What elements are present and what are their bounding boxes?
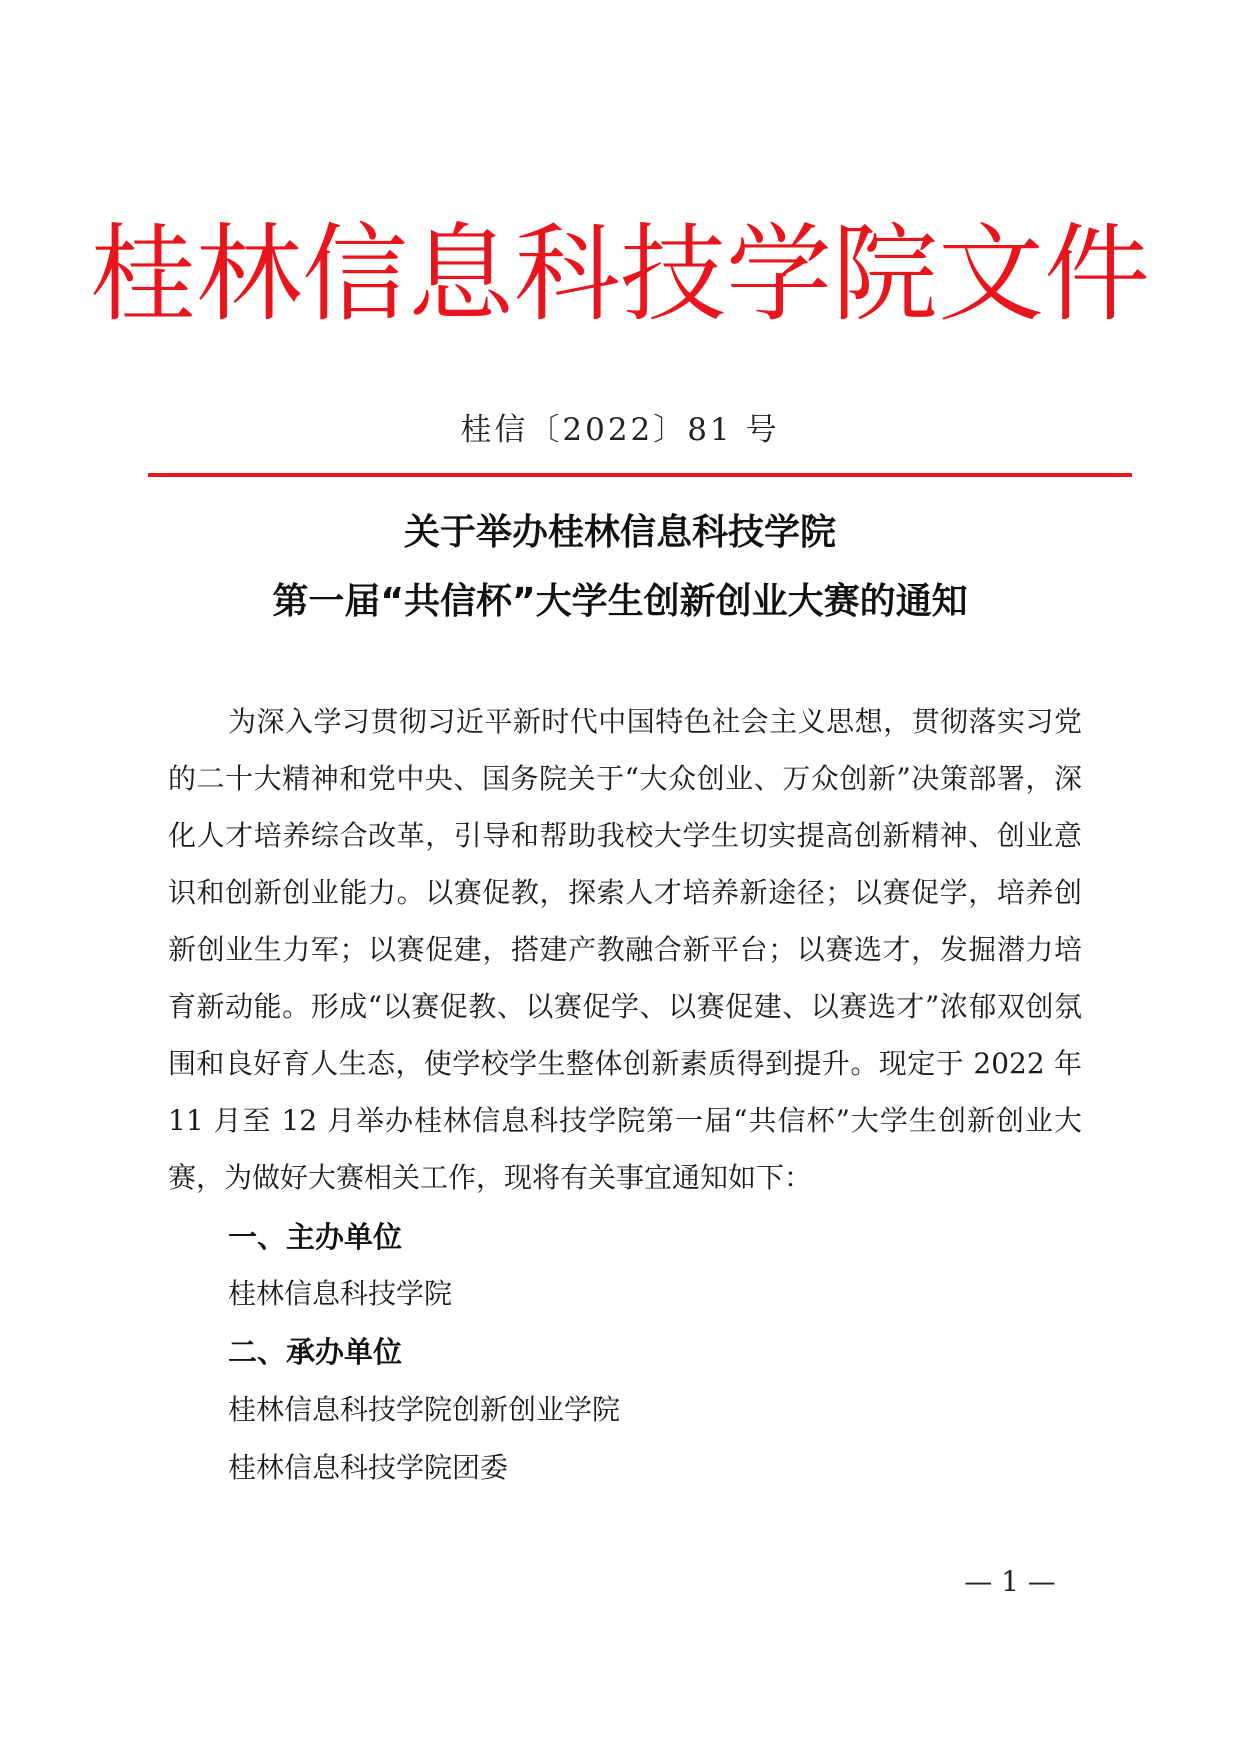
masthead-title: 桂林信息科技学院文件 — [90, 213, 1150, 336]
host-item: 桂林信息科技学院创新创业学院 — [228, 1393, 621, 1426]
notice-title-line-1: 关于举办桂林信息科技学院 — [403, 512, 836, 553]
section-heading-host: 二、承办单位 — [228, 1335, 403, 1369]
notice-title-line-2: 第一届“共信杯”大学生创新创业大赛的通知 — [272, 581, 968, 622]
document-number: 桂信〔2022〕81 号 — [460, 412, 780, 448]
organizer-item: 桂林信息科技学院 — [228, 1277, 453, 1310]
section-heading-organizer: 一、主办单位 — [228, 1220, 403, 1254]
red-divider-line — [148, 473, 1132, 477]
intro-paragraph: 为深入学习贯彻习近平新时代中国特色社会主义思想，贯彻落实习党的二十大精神和党中央、国务院关于“大众创业、万众创新”决策部署，深化人才培养综合改革，引导和帮助我校大学生切实提高创新精神、创业意识和创新创业能力。以赛促教，探索人才培养新途径；以赛促学，培养创新创业生力军；以赛促建，搭建产教融合新平台；以赛选才，发掘潜力培育新动能。形成“以赛促教、以赛促学、以赛促建、以赛选才”浓郁双创氛围和良好育人生态，使学校学生整体创新素质得到提升。现定于 2022 年 11 月至 12 月举办桂林信息科技学院第一届“共信杯”大学生创新创业大赛，为做好大赛相关工作，现将有关事宜通知如下： — [168, 705, 1082, 1194]
page-number: — 1 — — [964, 1565, 1056, 1598]
host-item: 桂林信息科技学院团委 — [228, 1451, 509, 1484]
